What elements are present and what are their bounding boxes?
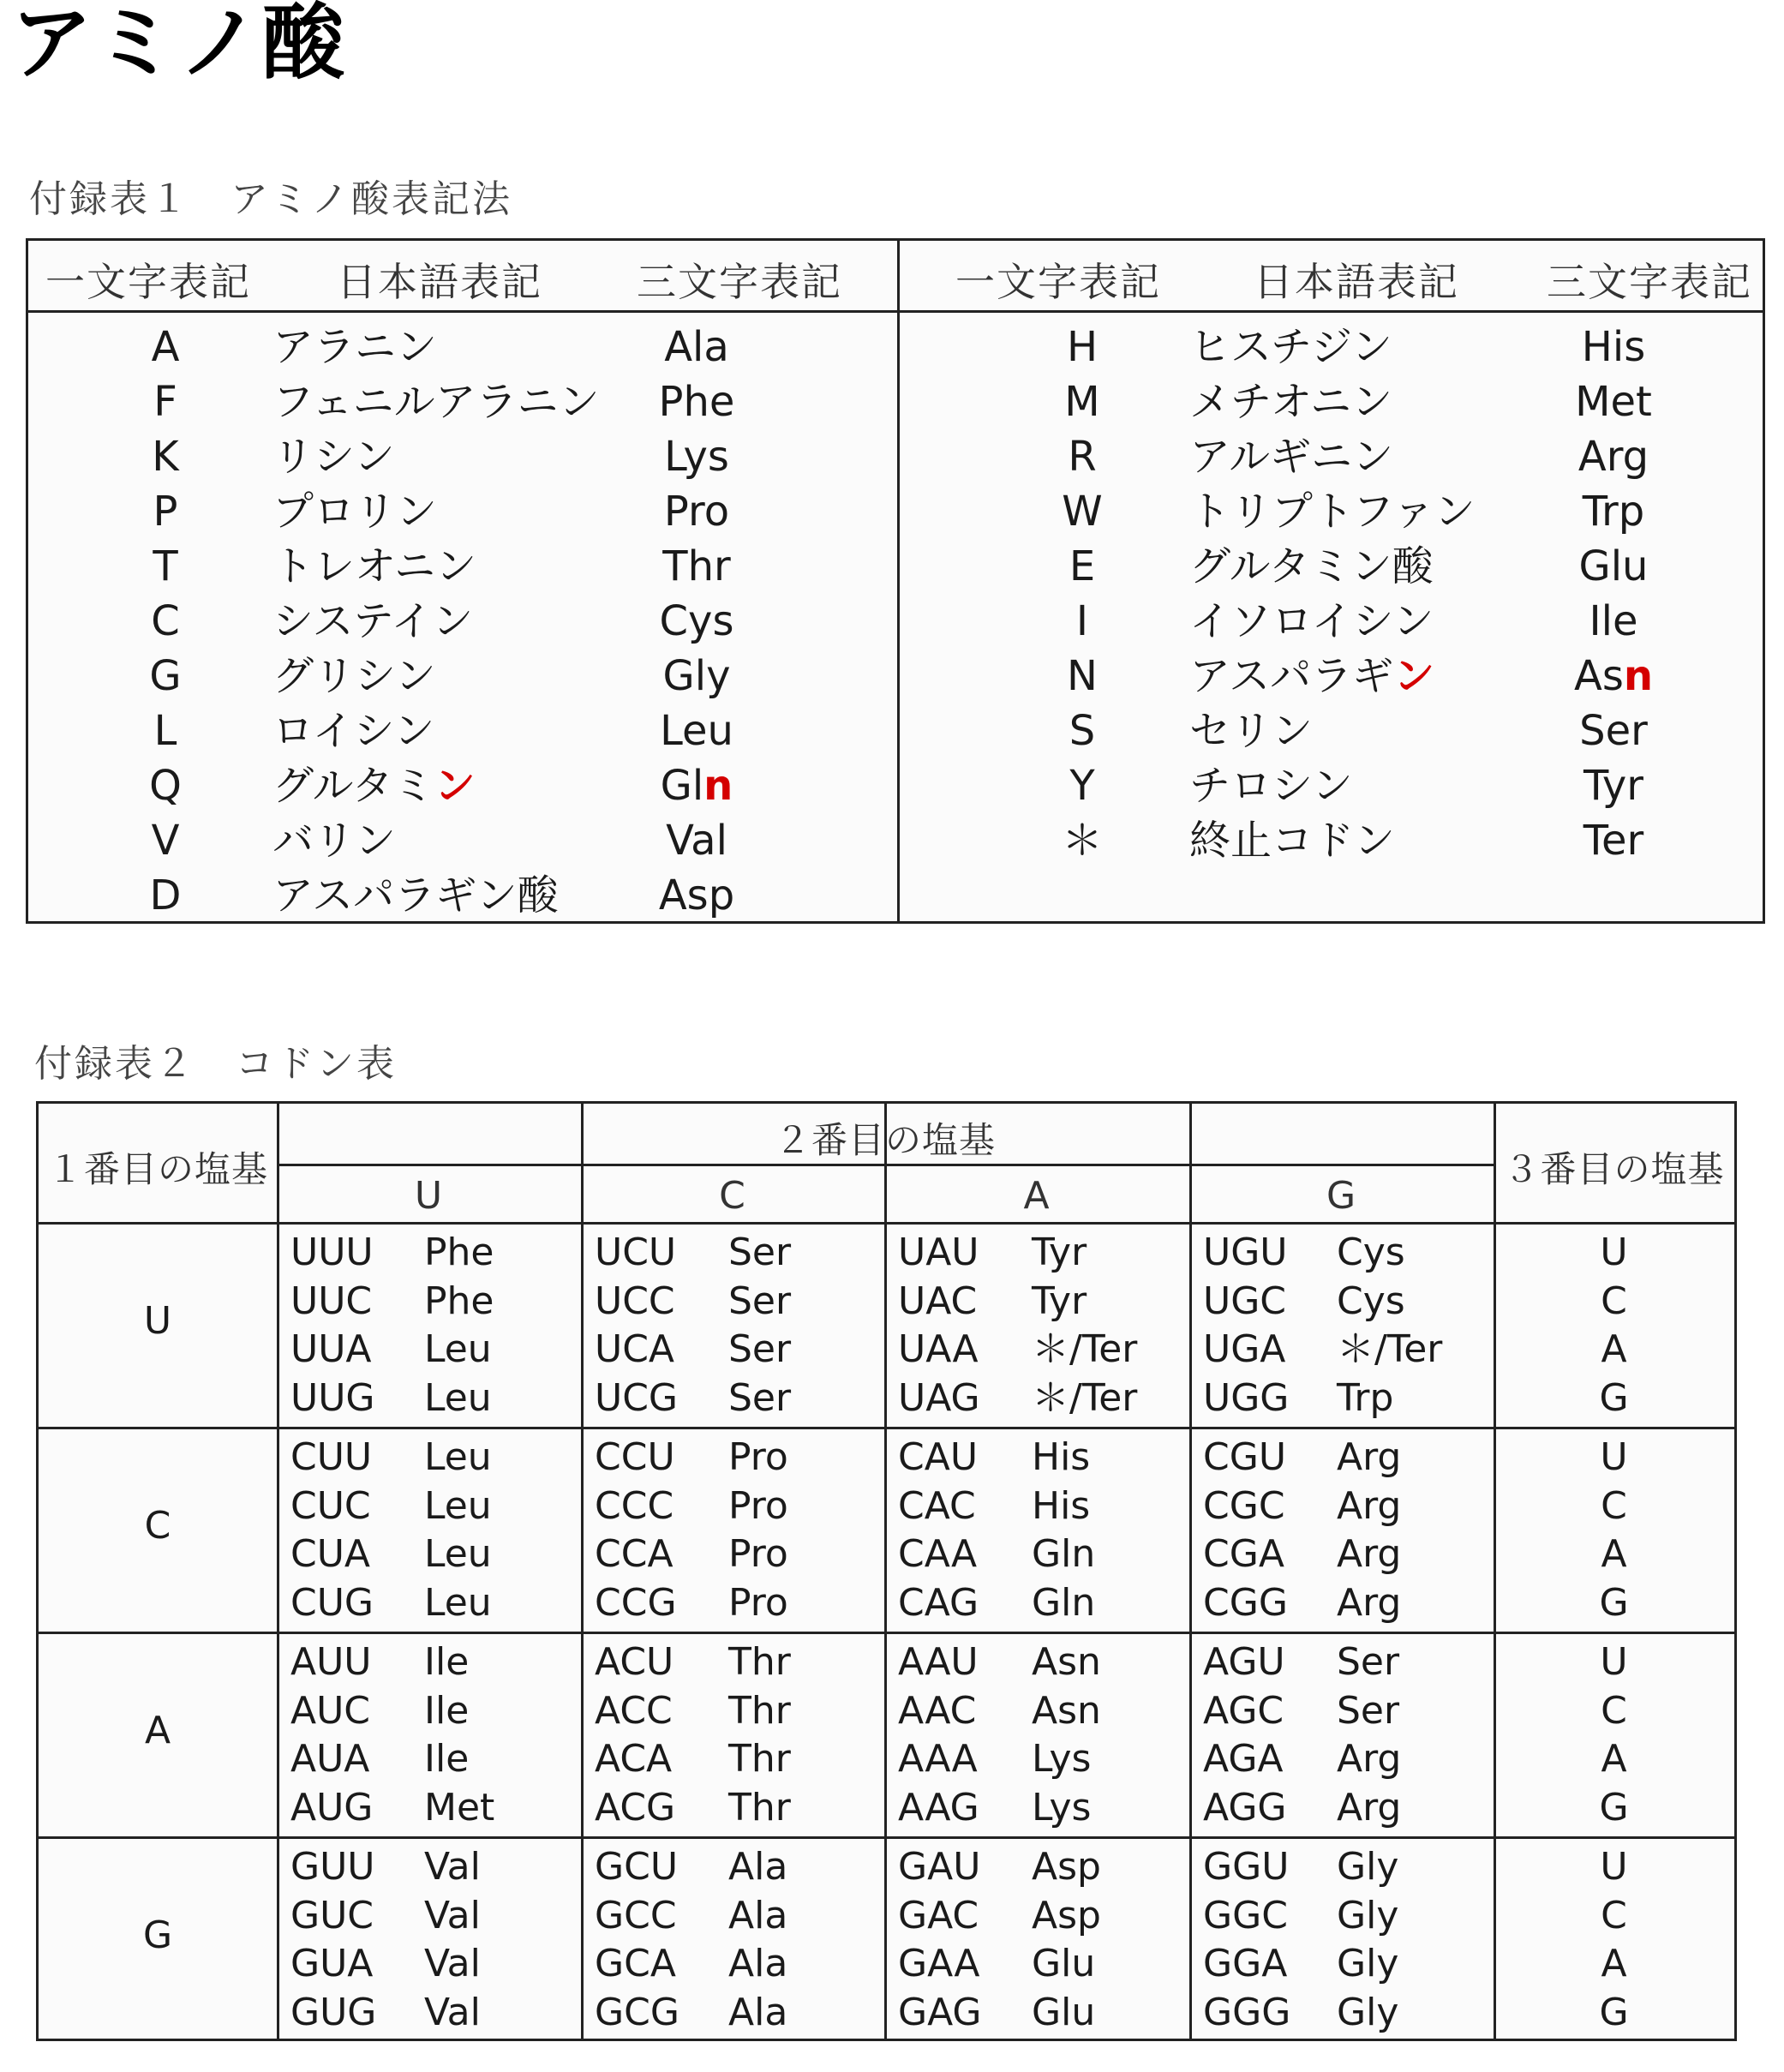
amino-acid: Glu [1032, 1990, 1096, 2034]
amino-acid: Gln [1032, 1580, 1096, 1625]
amino-acid: Asn [1032, 1688, 1101, 1733]
codon: UAA [898, 1327, 979, 1371]
codon: GUA [290, 1942, 374, 1985]
codon: AUC [290, 1688, 371, 1733]
third-base-label: C [1601, 1688, 1627, 1733]
codon: GAU [898, 1845, 981, 1889]
codon-column-line [1189, 1104, 1192, 2039]
amino-acid: Thr [728, 1688, 791, 1733]
amino-acid: Ala [728, 1942, 788, 1985]
codon: AUG [290, 1785, 374, 1829]
codon: GAG [898, 1990, 982, 2034]
three-letter-code [628, 868, 765, 923]
codon-row-line [39, 1632, 1734, 1634]
codon: AGA [1203, 1737, 1284, 1781]
codon: UCA [595, 1327, 675, 1371]
three-letter-code-text: Cys [659, 597, 734, 645]
japanese-name-text: アルギニン [1189, 433, 1394, 481]
codon: GCA [595, 1942, 676, 1985]
three-letter-code-text: Thr [662, 542, 731, 590]
codon: AGU [1203, 1640, 1285, 1684]
second-base-label: C [719, 1174, 746, 1218]
codon: UAG [898, 1375, 980, 1420]
one-letter-code: V [151, 817, 180, 865]
japanese-name [272, 429, 395, 484]
japanese-name [272, 374, 600, 429]
amino-acid: Leu [424, 1532, 492, 1576]
codon: AAU [898, 1640, 979, 1684]
codon-column-line [581, 1104, 584, 2039]
japanese-name [1189, 813, 1395, 868]
three-letter-code-text: Val [666, 817, 727, 865]
amino-acid: Tyr [1032, 1231, 1087, 1274]
three-letter-code-text: Glu [1578, 542, 1649, 590]
japanese-name-text: システイン [272, 597, 474, 645]
amino-acid: Val [424, 1893, 481, 1937]
first-base-label: U [143, 1298, 172, 1343]
three-letter-code-text: Tyr [1583, 762, 1643, 810]
third-base-label: C [1601, 1279, 1627, 1323]
codon: ACU [595, 1640, 674, 1684]
japanese-name [272, 758, 476, 813]
amino-acid: Leu [424, 1435, 492, 1479]
one-letter-code: L [153, 707, 177, 755]
amino-acid: Trp [1337, 1375, 1394, 1420]
three-letter-code-text: Gl [660, 762, 704, 810]
three-letter-code [1545, 320, 1682, 374]
third-base-label: C [1601, 1893, 1627, 1937]
codon: UGG [1203, 1375, 1290, 1420]
japanese-name-text: アスパラギン酸 [272, 871, 559, 919]
japanese-name [272, 704, 434, 758]
three-letter-code-text: Gly [662, 652, 731, 700]
japanese-name-text: メチオニン [1189, 378, 1393, 426]
codon: UUA [290, 1327, 372, 1371]
japanese-name [1189, 704, 1313, 758]
one-letter-code: M [1064, 378, 1100, 426]
third-base-label: A [1601, 1532, 1627, 1576]
amino-acid: Thr [728, 1640, 791, 1684]
one-letter-code: K [152, 433, 179, 481]
header-third-base: ３番目の塩基 [1503, 1148, 1725, 1190]
three-letter-code-text: Ile [1589, 597, 1638, 645]
one-letter-code: Y [1069, 762, 1095, 810]
amino-acid: Phe [424, 1279, 494, 1323]
japanese-name-text: フェニルアラニン [272, 378, 600, 426]
amino-acid: Pro [728, 1580, 788, 1625]
second-base-label: G [1326, 1174, 1357, 1218]
third-base-label: U [1600, 1640, 1628, 1684]
three-letter-code [1545, 758, 1682, 813]
amino-acid: Gly [1337, 1990, 1399, 2034]
one-letter-code: W [1062, 488, 1103, 536]
japanese-name [1189, 539, 1434, 594]
amino-acid: Lys [1032, 1737, 1092, 1781]
three-letter-code [628, 758, 765, 813]
amino-acid: Val [424, 1845, 481, 1889]
japanese-name-text: グルタミ [272, 762, 434, 810]
three-letter-code-text: Asp [658, 871, 735, 919]
codon-row-line [39, 1222, 1734, 1225]
header-second-base: ２番目の塩基 [774, 1119, 996, 1161]
codon: ACC [595, 1688, 673, 1733]
amino-acid: Ile [424, 1688, 470, 1733]
amino-acid: Arg [1337, 1435, 1402, 1479]
codon: AUU [290, 1640, 372, 1684]
codon: CGU [1203, 1435, 1287, 1479]
third-base-label: U [1600, 1435, 1628, 1479]
japanese-name [272, 813, 396, 868]
amino-acid: Ser [728, 1279, 792, 1323]
amino-acid: Thr [728, 1785, 791, 1829]
codon: GCC [595, 1893, 677, 1937]
codon: UUU [290, 1231, 374, 1274]
second-base-header-line [277, 1164, 1494, 1166]
codon: GGC [1203, 1893, 1288, 1937]
amino-acid-notation-table [26, 238, 1765, 924]
codon-row-line [39, 1427, 1734, 1429]
codon: CGC [1203, 1483, 1285, 1528]
codon: ACA [595, 1737, 673, 1781]
codon: CCA [595, 1532, 673, 1576]
codon: UGA [1203, 1327, 1286, 1371]
three-letter-code [628, 429, 765, 484]
codon: UCC [595, 1279, 675, 1323]
codon: CUU [290, 1435, 373, 1479]
japanese-name [272, 649, 436, 704]
codon: AAC [898, 1688, 977, 1733]
three-letter-code-text: As [1573, 652, 1624, 700]
codon: GUU [290, 1845, 375, 1889]
amino-acid: His [1032, 1435, 1091, 1479]
amino-acid: Ile [424, 1737, 470, 1781]
one-letter-code: S [1069, 707, 1096, 755]
amino-acid: Cys [1337, 1279, 1405, 1323]
japanese-name-text: トレオニン [272, 542, 477, 590]
japanese-name [1189, 484, 1476, 539]
codon: GAC [898, 1893, 979, 1937]
three-letter-code [628, 594, 765, 649]
header-one-letter-right: 一文字表記 [955, 259, 1161, 305]
header-one-letter-left: 一文字表記 [45, 259, 251, 305]
three-letter-code-text: Arg [1577, 433, 1649, 481]
japanese-name-text: チロシン [1189, 762, 1353, 810]
codon: GGG [1203, 1990, 1291, 2034]
second-base-label: U [414, 1174, 444, 1218]
amino-acid: His [1032, 1483, 1091, 1528]
amino-acid: Ser [728, 1327, 792, 1371]
amino-acid: Ser [728, 1231, 792, 1274]
one-letter-code: E [1069, 542, 1096, 590]
codon: UAU [898, 1231, 979, 1274]
one-letter-code: P [153, 488, 178, 536]
three-letter-code [1545, 704, 1682, 758]
codon: AGC [1203, 1688, 1284, 1733]
third-base-label: G [1599, 1990, 1629, 2034]
amino-acid: Leu [424, 1483, 492, 1528]
three-letter-code-text: Lys [664, 433, 729, 481]
amino-acid: Gly [1337, 1845, 1399, 1889]
three-letter-code [628, 484, 765, 539]
handwritten-correction: n [1623, 652, 1653, 700]
three-letter-code [1545, 429, 1682, 484]
amino-acid: Cys [1337, 1231, 1405, 1274]
amino-acid: Asp [1032, 1893, 1101, 1937]
third-base-label: A [1601, 1942, 1627, 1985]
codon: CAG [898, 1580, 979, 1625]
one-letter-code: Q [149, 762, 182, 810]
one-letter-code: D [149, 871, 182, 919]
codon: CUA [290, 1532, 371, 1576]
one-letter-code: G [149, 652, 182, 700]
codon: CUC [290, 1483, 371, 1528]
amino-acid: Leu [424, 1327, 492, 1371]
amino-acid: ＊/Ter [1337, 1327, 1443, 1371]
japanese-name-text: リシン [272, 433, 395, 481]
codon: UAC [898, 1279, 978, 1323]
three-letter-code [1545, 539, 1682, 594]
amino-acid: Lys [1032, 1785, 1092, 1829]
one-letter-code: A [151, 323, 180, 371]
header-first-base: １番目の塩基 [46, 1148, 268, 1190]
handwritten-correction: n [703, 762, 733, 810]
codon: UGC [1203, 1279, 1287, 1323]
codon: ACG [595, 1785, 676, 1829]
amino-acid: Met [424, 1785, 495, 1829]
one-letter-code: F [153, 378, 177, 426]
three-letter-code [628, 320, 765, 374]
japanese-name [1189, 758, 1353, 813]
japanese-name [272, 868, 559, 923]
three-letter-code [628, 374, 765, 429]
japanese-name-text: アラニン [272, 323, 438, 371]
third-base-label: U [1600, 1845, 1628, 1889]
amino-acid: Arg [1337, 1785, 1402, 1829]
third-base-label: A [1601, 1737, 1627, 1781]
japanese-name-text: ロイシン [272, 707, 435, 755]
amino-acid: Gly [1337, 1942, 1399, 1985]
handwritten-correction: ン [434, 762, 476, 810]
japanese-name-text: ヒスチジン [1189, 323, 1392, 371]
amino-acid: ＊/Ter [1032, 1327, 1138, 1371]
three-letter-code-text: Ala [664, 323, 729, 371]
three-letter-code [628, 539, 765, 594]
amino-acid: Pro [728, 1483, 788, 1528]
amino-acid: Asn [1032, 1640, 1101, 1684]
three-letter-code [1545, 813, 1682, 868]
codon-column-line [277, 1104, 279, 2039]
japanese-name-text: セリン [1189, 707, 1314, 755]
third-base-label: U [1600, 1231, 1628, 1274]
codon: CAU [898, 1435, 979, 1479]
japanese-name [1189, 374, 1392, 429]
codon: CAA [898, 1532, 978, 1576]
three-letter-code [628, 649, 765, 704]
amino-acid: Ala [728, 1845, 788, 1889]
one-letter-code: N [1067, 652, 1098, 700]
three-letter-code [628, 813, 765, 868]
amino-acid: Val [424, 1990, 481, 2034]
japanese-name-text: グリシン [272, 652, 436, 700]
japanese-name [272, 594, 473, 649]
one-letter-code: R [1068, 433, 1097, 481]
third-base-label: C [1601, 1483, 1627, 1528]
three-letter-code-text: His [1581, 323, 1646, 371]
codon-column-line [884, 1104, 887, 2039]
table1-caption: 付録表１ アミノ酸表記法 [29, 177, 512, 221]
amino-acid: Arg [1337, 1580, 1402, 1625]
amino-acid: Gln [1032, 1532, 1096, 1576]
amino-acid: Ala [728, 1990, 788, 2034]
codon: UUC [290, 1279, 373, 1323]
amino-acid: ＊/Ter [1032, 1375, 1138, 1420]
codon: CCG [595, 1580, 677, 1625]
amino-acid: Val [424, 1942, 481, 1985]
amino-acid: Arg [1337, 1737, 1402, 1781]
amino-acid: Leu [424, 1580, 492, 1625]
japanese-name-text: プロリン [272, 488, 438, 536]
codon: UCU [595, 1231, 677, 1274]
three-letter-code [1545, 484, 1682, 539]
japanese-name-text: 終止コドン [1189, 817, 1396, 865]
header-three-letter-left: 三文字表記 [637, 259, 842, 305]
three-letter-code [1545, 649, 1682, 704]
amino-acid: Asp [1032, 1845, 1101, 1889]
third-base-label: G [1599, 1580, 1629, 1625]
amino-acid: Pro [728, 1435, 788, 1479]
three-letter-code-text: Trp [1582, 488, 1645, 536]
amino-acid: Ser [728, 1375, 792, 1420]
amino-acid: Ser [1337, 1640, 1400, 1684]
codon: UUG [290, 1375, 375, 1420]
three-letter-code-text: Ser [1579, 707, 1648, 755]
codon: GCU [595, 1845, 679, 1889]
amino-acid: Pro [728, 1532, 788, 1576]
third-base-label: G [1599, 1375, 1629, 1420]
japanese-name [1189, 320, 1392, 374]
codon: GGU [1203, 1845, 1290, 1889]
first-base-label: A [144, 1708, 171, 1752]
codon: CCU [595, 1435, 675, 1479]
japanese-name-text: トリプトファン [1189, 488, 1476, 536]
codon: AUA [290, 1737, 370, 1781]
japanese-name [272, 320, 437, 374]
japanese-name-text: バリン [272, 817, 397, 865]
three-letter-code-text: Pro [663, 488, 730, 536]
japanese-name-text: イソロイシン [1189, 597, 1434, 645]
third-base-label: G [1599, 1785, 1629, 1829]
first-base-label: G [142, 1913, 173, 1957]
amino-acid: Tyr [1032, 1279, 1087, 1323]
amino-acid: Leu [424, 1375, 492, 1420]
codon: CAC [898, 1483, 976, 1528]
codon: GGA [1203, 1942, 1288, 1985]
japanese-name-text: グルタミン酸 [1189, 542, 1434, 590]
three-letter-code-text: Met [1575, 378, 1652, 426]
japanese-name-text: アスパラギ [1189, 652, 1394, 700]
codon-table [36, 1101, 1737, 2041]
one-letter-code: T [153, 542, 178, 590]
japanese-name [1189, 649, 1434, 704]
amino-acid: Ala [728, 1893, 788, 1937]
first-base-label: C [144, 1503, 171, 1548]
one-letter-code: ＊ [1061, 817, 1103, 865]
amino-acid: Phe [424, 1231, 494, 1274]
codon: CCC [595, 1483, 674, 1528]
codon-column-line [1494, 1104, 1496, 2039]
header-japanese-left: 日本語表記 [337, 259, 542, 305]
codon: AAA [898, 1737, 978, 1781]
codon: GUG [290, 1990, 377, 2034]
amino-acid: Arg [1337, 1483, 1402, 1528]
amino-acid: Ile [424, 1640, 470, 1684]
amino-acid: Arg [1337, 1532, 1402, 1576]
codon: CUG [290, 1580, 374, 1625]
codon-row-line [39, 1836, 1734, 1839]
three-letter-code-text: Ter [1583, 817, 1644, 865]
amino-acid: Thr [728, 1737, 791, 1781]
third-base-label: A [1601, 1327, 1627, 1371]
amino-acid: Glu [1032, 1942, 1096, 1985]
one-letter-code: H [1066, 323, 1099, 371]
second-base-label: A [1023, 1174, 1051, 1218]
amino-acid: Ser [1337, 1688, 1400, 1733]
table2-caption: 付録表２ コドン表 [34, 1042, 397, 1086]
three-letter-code [628, 704, 765, 758]
japanese-name [272, 539, 476, 594]
japanese-name [1189, 429, 1393, 484]
header-japanese-right: 日本語表記 [1254, 259, 1459, 305]
japanese-name [272, 484, 437, 539]
handwritten-correction: ン [1393, 652, 1435, 700]
one-letter-code: C [151, 597, 180, 645]
codon: AAG [898, 1785, 979, 1829]
table1-center-divider [897, 241, 900, 921]
codon: CGA [1203, 1532, 1284, 1576]
header-three-letter-right: 三文字表記 [1547, 259, 1752, 305]
three-letter-code-text: Leu [660, 707, 733, 755]
three-letter-code [1545, 374, 1682, 429]
table1-header-divider [28, 310, 1763, 313]
codon: GUC [290, 1893, 374, 1937]
japanese-name [1189, 594, 1434, 649]
codon: UGU [1203, 1231, 1288, 1274]
page-title: アミノ酸 [10, 0, 346, 91]
codon: GAA [898, 1942, 980, 1985]
codon: CGG [1203, 1580, 1288, 1625]
amino-acid: Gly [1337, 1893, 1399, 1937]
one-letter-code: I [1075, 597, 1089, 645]
codon: AGG [1203, 1785, 1287, 1829]
three-letter-code [1545, 594, 1682, 649]
codon: GCG [595, 1990, 679, 2034]
three-letter-code-text: Phe [658, 378, 735, 426]
codon: UCG [595, 1375, 679, 1420]
